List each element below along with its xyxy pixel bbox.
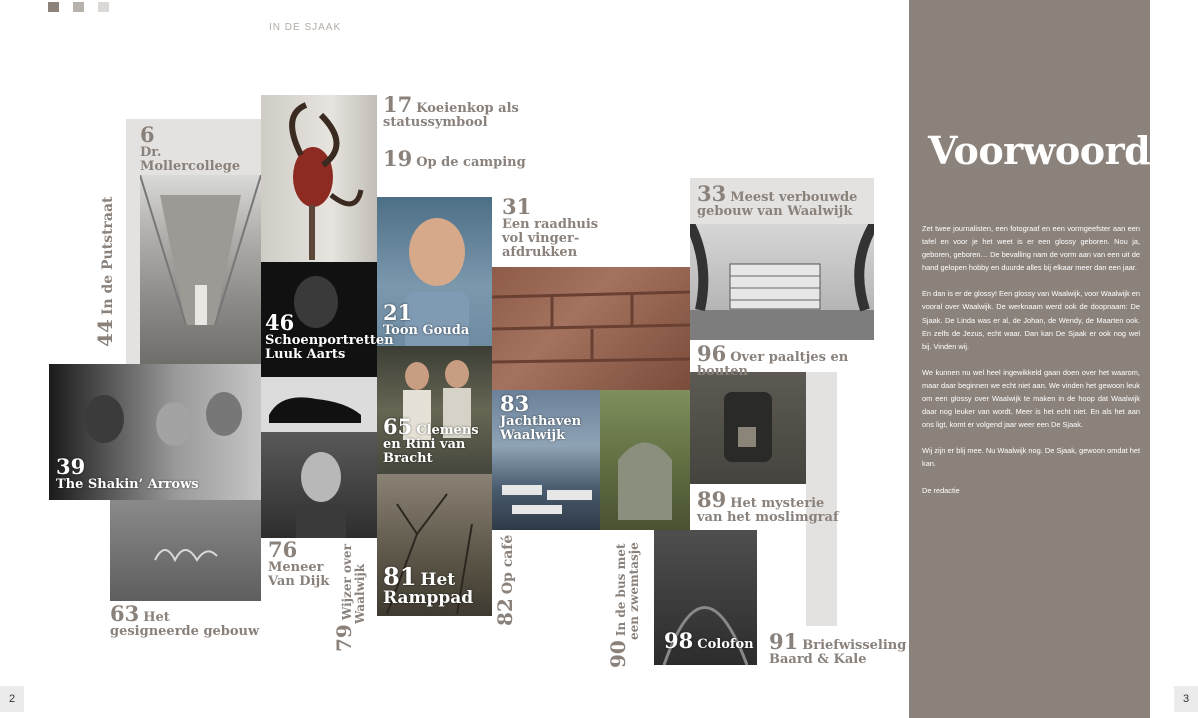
toc-item-76[interactable] bbox=[268, 537, 348, 589]
toc-number: 21 bbox=[383, 300, 413, 325]
photo-gravestone bbox=[600, 390, 690, 530]
toc-item-21[interactable] bbox=[383, 300, 488, 338]
toc-number: 79 bbox=[332, 624, 356, 652]
toc-number: 83 bbox=[500, 391, 530, 416]
toc-number: 6 bbox=[140, 122, 155, 147]
toc-title-3: afdrukken bbox=[502, 245, 578, 260]
toc-number: 19 bbox=[383, 146, 413, 171]
toc-title: Schoenportretten bbox=[265, 333, 394, 348]
toc-title: Toon Gouda bbox=[383, 323, 470, 338]
toc-number: 65 bbox=[383, 414, 413, 439]
toc-number: 44 bbox=[93, 319, 117, 347]
toc-title-2: van het moslimgraf bbox=[697, 510, 839, 525]
page-number-right[interactable]: 3 bbox=[1174, 686, 1198, 712]
toc-item-44[interactable] bbox=[93, 196, 117, 347]
toc-title-2: gesigneerde gebouw bbox=[110, 624, 260, 639]
toc-title: Op de camping bbox=[416, 155, 526, 170]
toc-item-33[interactable] bbox=[697, 181, 872, 219]
toc-number: 39 bbox=[56, 454, 86, 479]
photo-bollard bbox=[690, 372, 806, 484]
toc-title: The Shakin’ Arrows bbox=[56, 477, 199, 492]
toc-title-2: Waalwijk bbox=[353, 563, 367, 624]
voorwoord-paragraph-3: We kunnen nu wel heel ingewikkeld gaan doen over het waarom, maar daar beginnen we echt niet aan. We vinden het gewoon leuk om een glossy over Waalwijk te maken in de hoop dat Waalwijk daar nog leuker van wordt. Meer is het echt niet. En als het aan ons ligt, komt er volgend jaar weer een De Sjaak. bbox=[922, 367, 1140, 430]
toc-number: 33 bbox=[697, 181, 727, 206]
voorwoord-paragraph-1: Zet twee journalisten, een fotograaf en een vormgeefster aan een tafel en voor je het weet is er een glossy geboren. Nou ja, geboren, geboren… De bevalling nam de vorm aan van een uit de hand gelopen hobby en duurde alles bij elkaar meer dan een jaar. bbox=[922, 224, 1140, 273]
toc-item-39[interactable] bbox=[56, 454, 256, 492]
toc-item-96[interactable] bbox=[697, 341, 897, 379]
voorwoord-title: Voorwoord bbox=[928, 128, 1151, 173]
toc-title-2: vol vinger- bbox=[502, 231, 580, 246]
toc-number: 76 bbox=[268, 537, 298, 562]
photo-brick-wall bbox=[492, 267, 690, 390]
toc-number: 98 bbox=[664, 628, 694, 653]
toc-title-2: een zwemtasje bbox=[627, 542, 641, 640]
toc-title: Op café bbox=[500, 534, 516, 595]
toc-title: In de bus met bbox=[614, 543, 628, 637]
decor-square-2 bbox=[73, 2, 84, 12]
toc-number: 91 bbox=[769, 629, 799, 654]
toc-item-63[interactable] bbox=[110, 601, 270, 639]
voorwoord-signature: De redactie bbox=[922, 485, 960, 495]
toc-title-2: Baard & Kale bbox=[769, 652, 867, 667]
voorwoord-paragraph-4: Wij zijn er blij mee. Nu Waalwijk nog. De Sjaak, gewoon omdat het kan. bbox=[922, 446, 1140, 469]
photo-cow-head bbox=[261, 95, 377, 262]
page-number-left[interactable]: 2 bbox=[0, 686, 24, 712]
photo-shoe bbox=[261, 377, 377, 432]
toc-title: Meneer bbox=[268, 560, 324, 575]
toc-number: 17 bbox=[383, 92, 413, 117]
panel-44 bbox=[126, 175, 140, 365]
toc-item-83[interactable] bbox=[500, 391, 600, 443]
toc-title: Clemens bbox=[416, 423, 479, 438]
toc-item-6[interactable] bbox=[140, 122, 265, 174]
decor-square-1 bbox=[48, 2, 59, 12]
toc-item-17[interactable] bbox=[383, 92, 563, 130]
toc-title: Het bbox=[420, 570, 456, 590]
voorwoord-body bbox=[922, 222, 1140, 510]
toc-item-46[interactable] bbox=[265, 310, 394, 362]
toc-title: Een raadhuis bbox=[502, 217, 599, 232]
toc-title-3: Bracht bbox=[383, 451, 433, 466]
photo-van-dijk bbox=[261, 432, 377, 538]
toc-number: 63 bbox=[110, 601, 140, 626]
section-label: IN DE SJAAK bbox=[269, 22, 342, 33]
voorwoord-paragraph-2: En dan is er de glossy! Een glossy van Waalwijk, voor Waalwijk en vooral over Waalwijk. De werknaam werd ook de doopnaam: De Sjaak. De Linda was er al, de Johan, de Wendy, de Maarten ook. En zelfs de Jezus, echt waar. Dan kan De Sjaak er ook nog wel bij. Vinden wij. bbox=[922, 289, 1140, 351]
toc-title: Meest verbouwde bbox=[730, 190, 858, 205]
toc-title-2: statussymbool bbox=[383, 115, 488, 130]
toc-title-2: Ramppad bbox=[383, 588, 474, 608]
toc-title: Jachthaven bbox=[500, 414, 582, 429]
toc-item-31[interactable] bbox=[502, 194, 652, 260]
toc-item-90[interactable] bbox=[606, 542, 641, 668]
toc-item-79[interactable] bbox=[332, 544, 367, 652]
toc-title: In de Putstraat bbox=[100, 196, 116, 316]
toc-title: Koeienkop als bbox=[416, 101, 519, 116]
toc-title: Het bbox=[143, 610, 170, 625]
toc-title-2: Van Dijk bbox=[268, 574, 330, 589]
toc-title-2: Luuk Aarts bbox=[265, 347, 346, 362]
photo-building bbox=[690, 224, 874, 340]
toc-number: 31 bbox=[502, 194, 532, 219]
toc-number: 90 bbox=[606, 640, 630, 668]
toc-title-2: Waalwijk bbox=[500, 428, 566, 443]
toc-title: Over paaltjes en bouten bbox=[697, 350, 849, 379]
toc-number: 89 bbox=[697, 487, 727, 512]
toc-item-19[interactable] bbox=[383, 146, 563, 171]
toc-item-89[interactable] bbox=[697, 487, 847, 525]
toc-number: 46 bbox=[265, 310, 295, 335]
toc-title: Briefwisseling bbox=[802, 638, 907, 653]
toc-title: Wijzer over bbox=[340, 544, 354, 621]
toc-title-2: gebouw van Waalwijk bbox=[697, 204, 853, 219]
decor-square-3 bbox=[98, 2, 109, 12]
photo-signed-building bbox=[110, 500, 261, 601]
photo-hallway bbox=[140, 175, 261, 365]
toc-title-2: en Rini van bbox=[383, 437, 466, 452]
toc-title: Dr. Mollercollege bbox=[140, 145, 241, 174]
toc-item-98[interactable] bbox=[664, 628, 764, 653]
toc-title: Colofon bbox=[697, 637, 754, 652]
toc-item-82[interactable] bbox=[493, 534, 517, 626]
toc-number: 81 bbox=[383, 562, 417, 591]
toc-number: 96 bbox=[697, 341, 727, 366]
toc-item-91[interactable] bbox=[769, 629, 909, 667]
toc-item-65[interactable] bbox=[383, 414, 493, 466]
toc-number: 82 bbox=[493, 598, 517, 626]
toc-title: Het mysterie bbox=[730, 496, 825, 511]
toc-item-81[interactable] bbox=[383, 562, 493, 608]
